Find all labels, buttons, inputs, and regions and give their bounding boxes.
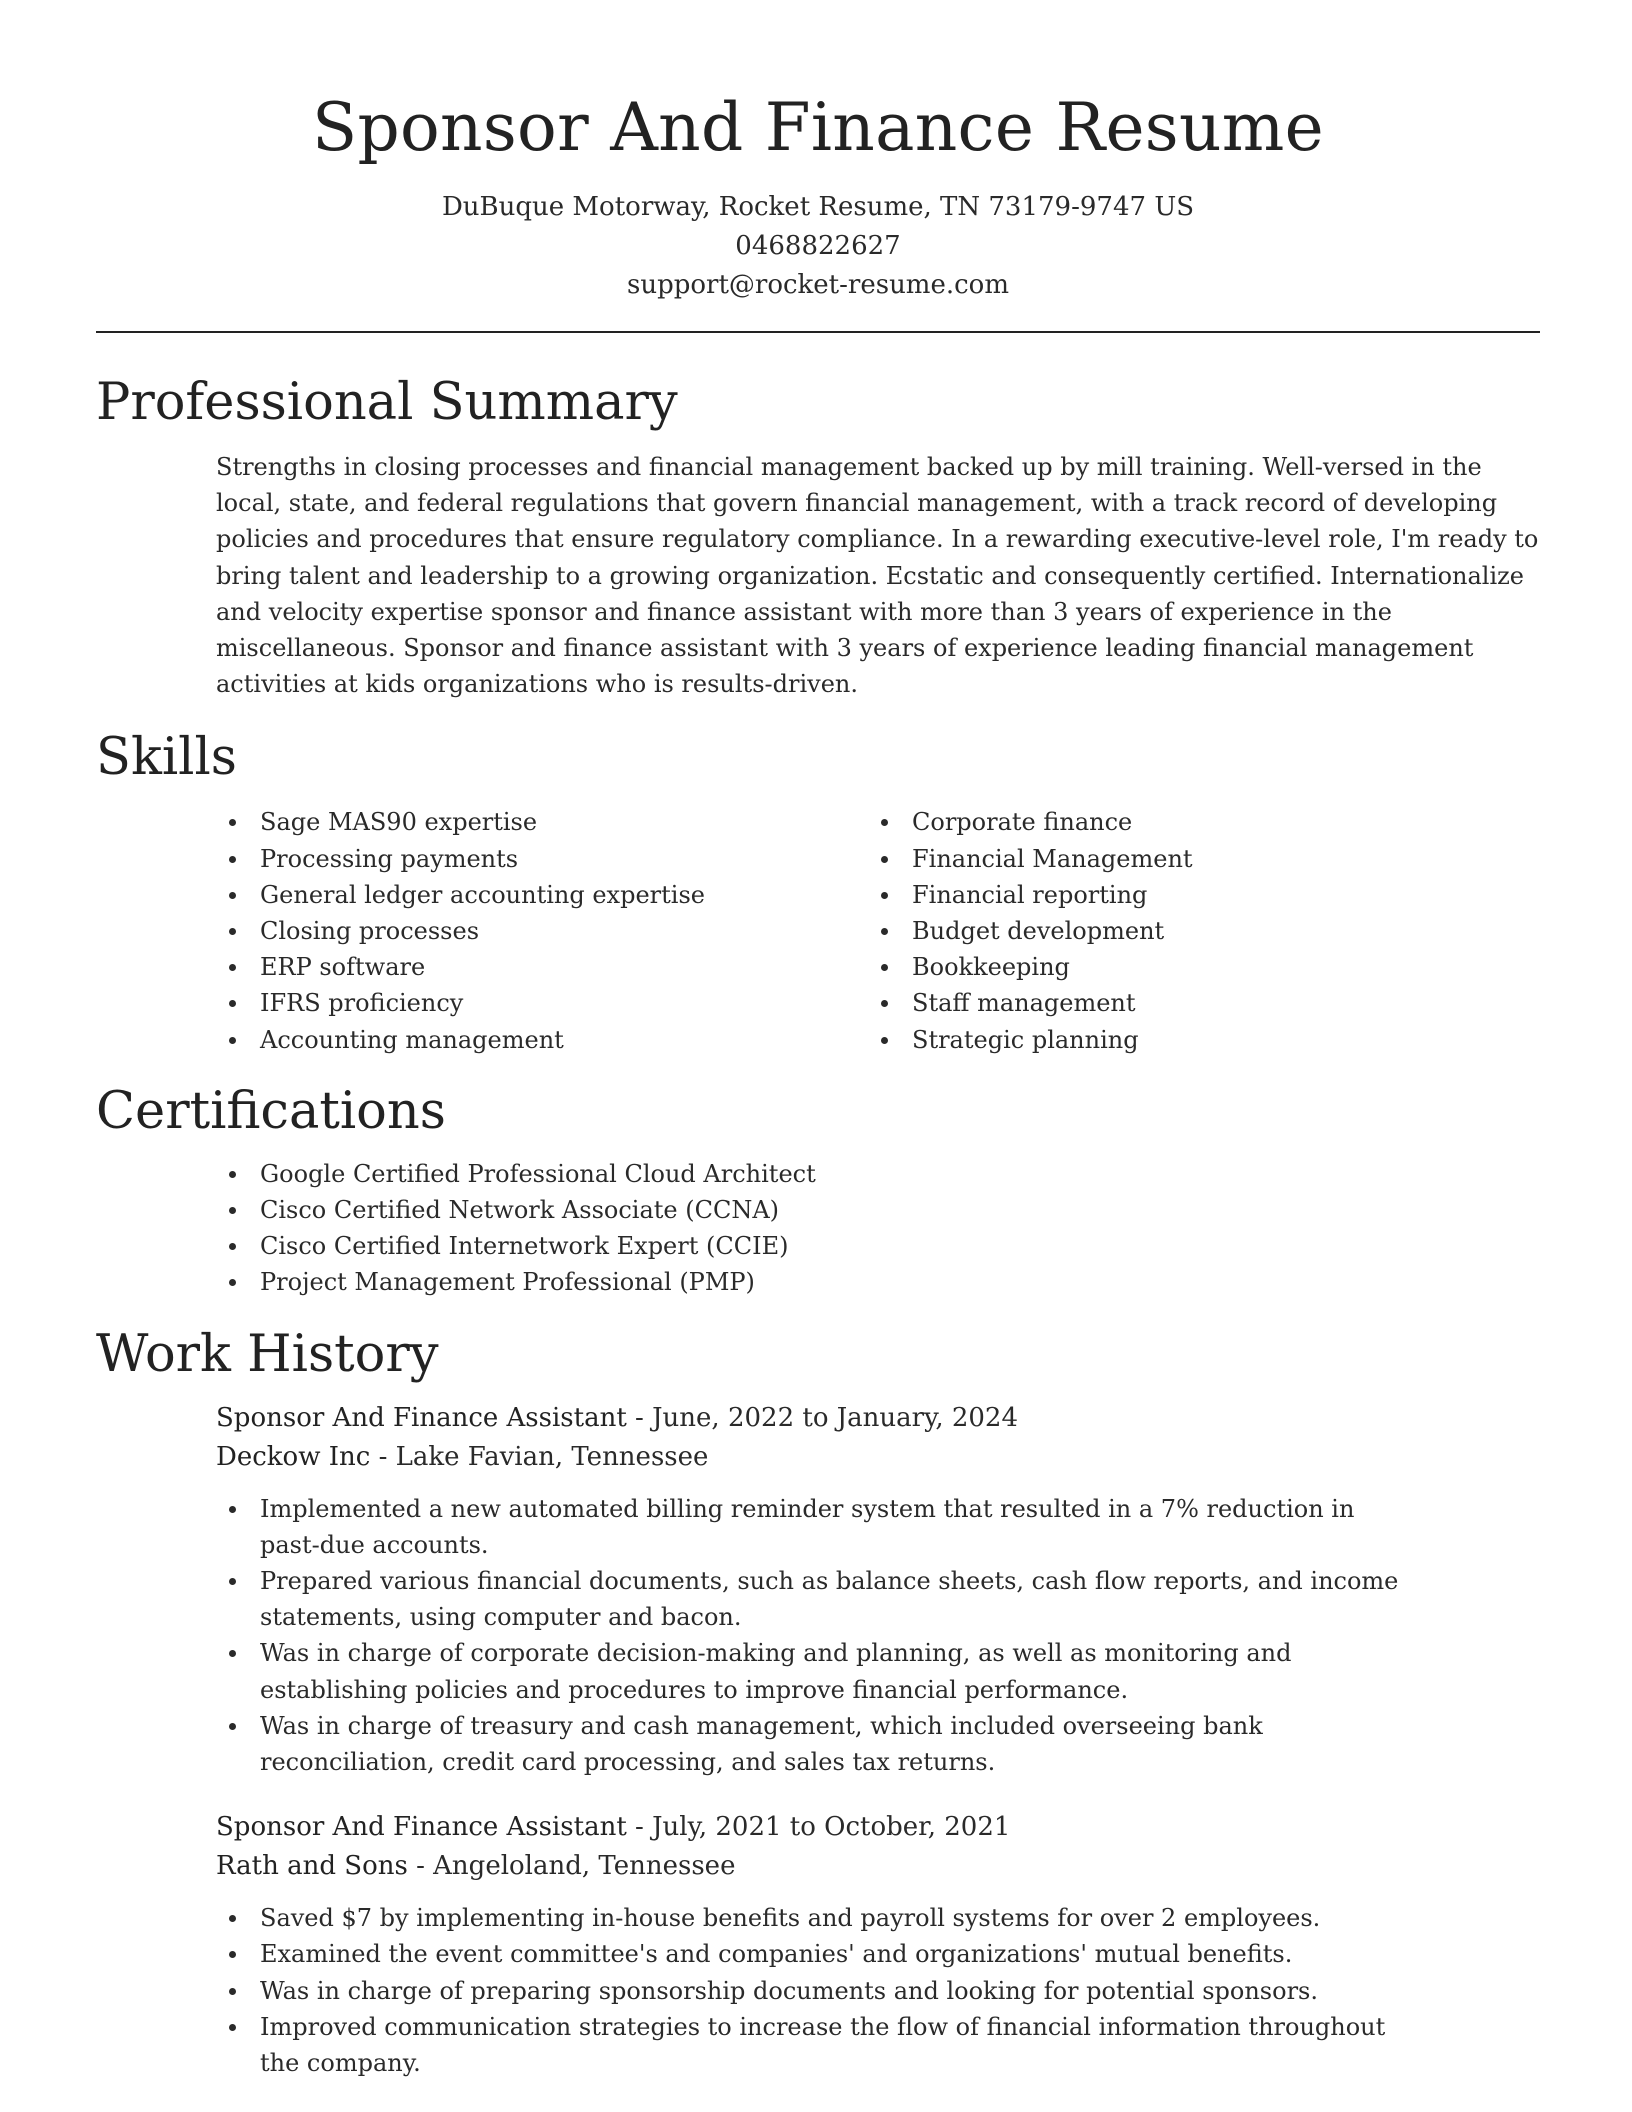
job-company: Deckow Inc [216,1441,371,1472]
job-entry [96,1808,1540,2081]
resume-title: Sponsor And Finance Resume [311,89,1325,166]
contact-phone: 0468822627 [735,231,901,261]
job-title: Sponsor And Finance Assistant [216,1812,627,1843]
list-item: IFRS proficiency [260,985,912,1021]
job-dates: - June, 2022 to January, 2024 [626,1402,1019,1433]
list-item: General ledger accounting expertise [260,877,912,913]
resume-page [96,0,1540,2081]
list-item: Was in charge of preparing sponsorship documents and looking for potential sponsors. [260,1973,1404,2009]
contact-email: support@rocket-resume.com [626,270,1009,300]
list-item: Improved communication strategies to increase the flow of financial information throughout the company. [260,2009,1404,2081]
list-item: Corporate finance [912,804,1512,840]
skills-list [96,804,1540,1057]
list-item: Staff management [912,985,1512,1021]
list-item: Financial Management [912,841,1512,877]
job-location: - Angeloland, Tennessee [407,1851,736,1882]
list-item: Saved $7 by implementing in-house benefits and payroll systems for over 2 employees. [260,1900,1404,1936]
job-title: Sponsor And Finance Assistant [216,1402,627,1433]
list-item: Examined the event committee's and companies' and organizations' mutual benefits. [260,1936,1404,1972]
list-item: Was in charge of corporate decision-making and planning, as well as monitoring and establishing policies and procedures to improve financial performance. [260,1635,1404,1707]
list-item: Bookkeeping [912,949,1512,985]
list-item: Was in charge of treasury and cash management, which included overseeing bank reconciliation, credit card processing, and sales tax returns. [260,1708,1404,1780]
list-item: Financial reporting [912,877,1512,913]
job-title-line [216,1399,1540,1438]
job-duties-list [96,1491,1404,1781]
header-divider [96,331,1540,333]
section-title-summary: Professional Summary [96,373,678,432]
list-item: Project Management Professional (PMP) [260,1264,1540,1300]
certifications-list [96,1156,1540,1301]
section-title-work-history: Work History [96,1324,439,1384]
list-item: Accounting management [260,1022,912,1058]
job-entry [96,1399,1540,1781]
job-company-line [216,1847,1540,1886]
job-dates: - July, 2021 to October, 2021 [626,1812,1011,1843]
list-item: ERP software [260,949,912,985]
section-title-certifications: Certifications [96,1081,446,1141]
list-item: Closing processes [260,913,912,949]
job-location: - Lake Favian, Tennessee [370,1441,709,1472]
list-item: Google Certified Professional Cloud Architect [260,1156,1540,1192]
contact-block [96,188,1540,305]
summary-text: Strengths in closing processes and financial management backed up by mill training. Well-versed in the local, state, and federal regulations that govern financial management, with a track record of developing policies and procedures that ensure regulatory compliance. In a rewarding executive-level role, I'm ready to bring talent and leadership to a growing organization. Ecstatic and consequently certified. Internationalize and velocity expertise sponsor and finance assistant with more than 3 years of experience in the miscellaneous. Sponsor and finance assistant with 3 years of experience leading financial management activities at kids organizations who is results-driven. [216,453,1539,699]
list-item: Sage MAS90 expertise [260,804,912,840]
job-title-line [216,1808,1540,1847]
section-title-skills: Skills [96,728,237,788]
list-item: Budget development [912,913,1512,949]
list-item: Cisco Certified Network Associate (CCNA) [260,1192,1540,1228]
list-item: Processing payments [260,841,912,877]
job-company-line [216,1438,1540,1477]
list-item: Implemented a new automated billing reminder system that resulted in a 7% reduction in past-due accounts. [260,1491,1404,1563]
list-item: Prepared various financial documents, such as balance sheets, cash flow reports, and income statements, using computer and bacon. [260,1563,1404,1635]
job-duties-list [96,1900,1404,2081]
skills-column-left [96,804,912,1057]
list-item: Strategic planning [912,1022,1512,1058]
job-company: Rath and Sons [216,1851,408,1882]
contact-address: DuBuque Motorway, Rocket Resume, TN 73179-9747 US [441,192,1195,222]
list-item: Cisco Certified Internetwork Expert (CCIE) [260,1228,1540,1264]
